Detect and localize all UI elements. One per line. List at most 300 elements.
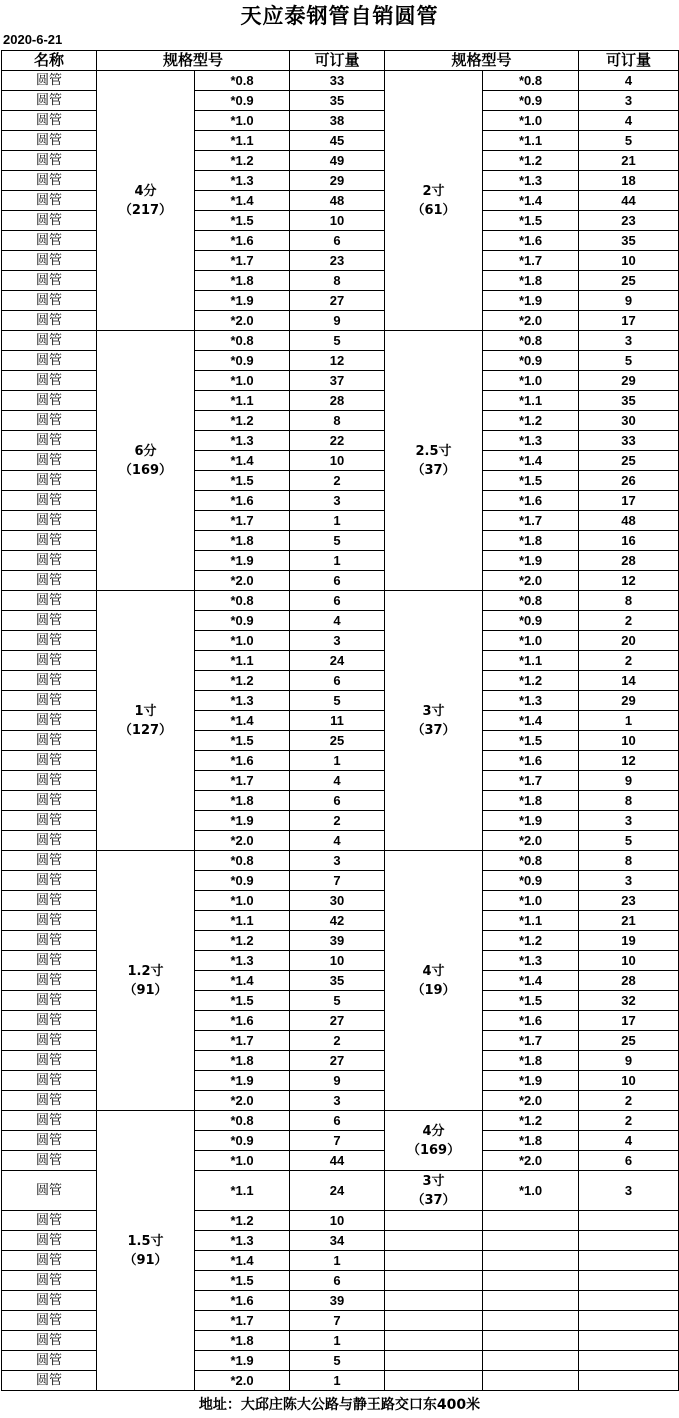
qty-cell: 45 — [290, 131, 385, 151]
product-name: 圆管 — [2, 1371, 97, 1391]
spec-cell: *1.7 — [483, 771, 579, 791]
qty-cell: 12 — [290, 351, 385, 371]
page-title: 天应泰钢管自销圆管 — [240, 4, 439, 28]
qty-cell: 44 — [579, 191, 679, 211]
size-group-label: 1.2寸 — [127, 963, 164, 979]
qty-cell: 21 — [579, 911, 679, 931]
qty-cell: 10 — [579, 1071, 679, 1091]
qty-cell: 3 — [290, 1091, 385, 1111]
product-name: 圆管 — [2, 1051, 97, 1071]
qty-cell: 30 — [290, 891, 385, 911]
qty-cell: 4 — [579, 71, 679, 91]
qty-cell: 16 — [579, 531, 679, 551]
spec-cell: *0.9 — [483, 351, 579, 371]
product-name: 圆管 — [2, 271, 97, 291]
qty-cell: 5 — [579, 351, 679, 371]
product-name: 圆管 — [2, 691, 97, 711]
qty-cell: 8 — [579, 791, 679, 811]
empty-cell — [483, 1251, 579, 1271]
spec-cell: *1.6 — [195, 491, 290, 511]
qty-cell: 10 — [579, 731, 679, 751]
left-size-group — [97, 1111, 195, 1391]
header-qty-right: 可订量 — [579, 51, 679, 71]
qty-cell: 23 — [579, 211, 679, 231]
qty-cell: 25 — [290, 731, 385, 751]
spec-cell: *2.0 — [195, 311, 290, 331]
product-name: 圆管 — [2, 1211, 97, 1231]
spec-cell: *1.0 — [195, 891, 290, 911]
qty-cell: 4 — [290, 831, 385, 851]
empty-cell — [483, 1211, 579, 1231]
empty-cell — [385, 1311, 483, 1331]
product-name: 圆管 — [2, 731, 97, 751]
qty-cell: 22 — [290, 431, 385, 451]
qty-cell: 12 — [579, 571, 679, 591]
product-name: 圆管 — [2, 771, 97, 791]
qty-cell: 28 — [579, 971, 679, 991]
qty-cell: 33 — [579, 431, 679, 451]
table-row — [2, 591, 679, 611]
product-name: 圆管 — [2, 531, 97, 551]
address-footer: 地址：大邱庄陈大公路与静王路交口东400米 — [198, 1397, 481, 1413]
table-row — [2, 1111, 679, 1131]
spec-cell: *1.3 — [483, 691, 579, 711]
empty-cell — [385, 1331, 483, 1351]
qty-cell: 20 — [579, 631, 679, 651]
qty-cell: 14 — [579, 671, 679, 691]
product-name: 圆管 — [2, 711, 97, 731]
qty-cell: 1 — [579, 711, 679, 731]
product-name: 圆管 — [2, 311, 97, 331]
spec-cell: *1.2 — [483, 1111, 579, 1131]
product-name: 圆管 — [2, 491, 97, 511]
empty-cell — [579, 1311, 679, 1331]
spec-cell: *1.0 — [483, 891, 579, 911]
right-size-group — [385, 71, 483, 331]
spec-cell: *1.4 — [195, 451, 290, 471]
product-name: 圆管 — [2, 611, 97, 631]
qty-cell: 10 — [290, 951, 385, 971]
left-size-group — [97, 591, 195, 851]
spec-cell: *2.0 — [195, 1091, 290, 1111]
product-name: 圆管 — [2, 551, 97, 571]
qty-cell: 4 — [290, 611, 385, 631]
spec-cell: *0.8 — [195, 591, 290, 611]
qty-cell: 5 — [290, 531, 385, 551]
qty-cell: 4 — [290, 771, 385, 791]
spec-cell: *1.6 — [483, 231, 579, 251]
qty-cell: 6 — [290, 591, 385, 611]
product-name: 圆管 — [2, 1351, 97, 1371]
spec-cell: *1.1 — [195, 1171, 290, 1211]
spec-cell: *1.0 — [483, 631, 579, 651]
qty-cell: 8 — [579, 591, 679, 611]
spec-cell: *2.0 — [195, 571, 290, 591]
qty-cell: 49 — [290, 151, 385, 171]
spec-cell: *1.2 — [195, 931, 290, 951]
qty-cell: 7 — [290, 1131, 385, 1151]
spec-cell: *1.9 — [195, 551, 290, 571]
right-size-group — [385, 1111, 483, 1171]
product-name: 圆管 — [2, 1171, 97, 1211]
header-spec-right: 规格型号 — [385, 51, 579, 71]
spec-cell: *1.9 — [195, 1071, 290, 1091]
product-name: 圆管 — [2, 451, 97, 471]
spec-cell: *1.6 — [483, 491, 579, 511]
product-name: 圆管 — [2, 1091, 97, 1111]
qty-cell: 5 — [290, 331, 385, 351]
qty-cell: 35 — [579, 231, 679, 251]
empty-cell — [579, 1251, 679, 1271]
qty-cell: 2 — [579, 1091, 679, 1111]
qty-cell: 6 — [290, 231, 385, 251]
qty-cell: 5 — [579, 131, 679, 151]
size-group-total: （19） — [411, 982, 456, 998]
spec-cell: *1.9 — [195, 1351, 290, 1371]
qty-cell: 2 — [579, 1111, 679, 1131]
size-group-label: 1寸 — [134, 703, 157, 719]
spec-cell: *1.1 — [195, 391, 290, 411]
spec-cell: *1.3 — [195, 951, 290, 971]
spec-cell: *1.8 — [195, 1051, 290, 1071]
qty-cell: 44 — [290, 1151, 385, 1171]
spec-cell: *1.8 — [483, 1131, 579, 1151]
qty-cell: 6 — [290, 1111, 385, 1131]
empty-cell — [385, 1231, 483, 1251]
spec-cell: *0.9 — [195, 611, 290, 631]
product-name: 圆管 — [2, 131, 97, 151]
qty-cell: 34 — [290, 1231, 385, 1251]
empty-cell — [385, 1371, 483, 1391]
product-name: 圆管 — [2, 91, 97, 111]
empty-cell — [579, 1271, 679, 1291]
spec-cell: *1.1 — [195, 131, 290, 151]
size-group-label: 2寸 — [422, 183, 445, 199]
size-group-total: （169） — [118, 462, 173, 478]
spec-cell: *1.1 — [483, 391, 579, 411]
spec-cell: *1.8 — [483, 791, 579, 811]
product-name: 圆管 — [2, 1251, 97, 1271]
qty-cell: 23 — [290, 251, 385, 271]
qty-cell: 9 — [579, 771, 679, 791]
qty-cell: 25 — [579, 1031, 679, 1051]
spec-cell: *1.3 — [195, 171, 290, 191]
size-group-total: （37） — [411, 462, 456, 478]
qty-cell: 10 — [290, 1211, 385, 1231]
spec-cell: *1.2 — [195, 411, 290, 431]
empty-cell — [385, 1291, 483, 1311]
product-name: 圆管 — [2, 431, 97, 451]
qty-cell: 23 — [579, 891, 679, 911]
size-group-label: 6分 — [134, 443, 157, 459]
spec-cell: *1.2 — [483, 411, 579, 431]
qty-cell: 3 — [579, 1171, 679, 1211]
spec-cell: *1.6 — [195, 1291, 290, 1311]
empty-cell — [579, 1351, 679, 1371]
spec-cell: *1.1 — [483, 131, 579, 151]
product-name: 圆管 — [2, 1031, 97, 1051]
size-group-total: （127） — [118, 722, 173, 738]
spec-cell: *2.0 — [483, 1151, 579, 1171]
qty-cell: 17 — [579, 1011, 679, 1031]
spec-cell: *0.9 — [195, 91, 290, 111]
empty-cell — [579, 1231, 679, 1251]
product-name: 圆管 — [2, 171, 97, 191]
qty-cell: 18 — [579, 171, 679, 191]
spec-cell: *1.1 — [483, 651, 579, 671]
spec-cell: *1.8 — [195, 531, 290, 551]
spec-cell: *0.8 — [483, 71, 579, 91]
qty-cell: 5 — [290, 691, 385, 711]
product-name: 圆管 — [2, 191, 97, 211]
spec-cell: *1.8 — [195, 1331, 290, 1351]
qty-cell: 11 — [290, 711, 385, 731]
spec-cell: *1.5 — [195, 1271, 290, 1291]
qty-cell: 25 — [579, 271, 679, 291]
product-name: 圆管 — [2, 251, 97, 271]
product-name: 圆管 — [2, 571, 97, 591]
spec-cell: *2.0 — [483, 831, 579, 851]
table-row — [2, 71, 679, 91]
product-name: 圆管 — [2, 71, 97, 91]
qty-cell: 10 — [579, 951, 679, 971]
table-row — [2, 851, 679, 871]
header-qty-left: 可订量 — [290, 51, 385, 71]
spec-cell: *2.0 — [483, 1091, 579, 1111]
spec-cell: *1.0 — [483, 111, 579, 131]
spec-cell: *1.6 — [195, 1011, 290, 1031]
spec-cell: *2.0 — [483, 571, 579, 591]
qty-cell: 6 — [290, 791, 385, 811]
product-name: 圆管 — [2, 651, 97, 671]
spec-cell: *0.8 — [195, 1111, 290, 1131]
product-name: 圆管 — [2, 1071, 97, 1091]
spec-cell: *1.1 — [483, 911, 579, 931]
qty-cell: 29 — [579, 691, 679, 711]
spec-cell: *0.8 — [195, 71, 290, 91]
spec-cell: *1.1 — [195, 911, 290, 931]
qty-cell: 35 — [579, 391, 679, 411]
product-name: 圆管 — [2, 591, 97, 611]
stock-table — [1, 50, 679, 1391]
size-group-label: 4寸 — [422, 963, 445, 979]
spec-cell: *1.7 — [195, 1311, 290, 1331]
product-name: 圆管 — [2, 1311, 97, 1331]
qty-cell: 10 — [290, 211, 385, 231]
qty-cell: 2 — [290, 811, 385, 831]
spec-cell: *1.3 — [483, 431, 579, 451]
product-name: 圆管 — [2, 211, 97, 231]
spec-cell: *1.2 — [483, 931, 579, 951]
header-spec-left: 规格型号 — [97, 51, 290, 71]
spec-cell: *1.2 — [483, 671, 579, 691]
spec-cell: *1.2 — [483, 151, 579, 171]
qty-cell: 6 — [290, 571, 385, 591]
qty-cell: 37 — [290, 371, 385, 391]
qty-cell: 21 — [579, 151, 679, 171]
qty-cell: 27 — [290, 1011, 385, 1031]
empty-cell — [483, 1351, 579, 1371]
product-name: 圆管 — [2, 371, 97, 391]
product-name: 圆管 — [2, 1331, 97, 1351]
size-group-total: （37） — [411, 722, 456, 738]
qty-cell: 1 — [290, 1371, 385, 1391]
qty-cell: 3 — [290, 631, 385, 651]
spec-cell: *1.0 — [483, 371, 579, 391]
spec-cell: *1.7 — [195, 771, 290, 791]
qty-cell: 30 — [579, 411, 679, 431]
empty-cell — [385, 1351, 483, 1371]
spec-cell: *1.4 — [483, 191, 579, 211]
qty-cell: 28 — [290, 391, 385, 411]
spec-cell: *1.0 — [195, 371, 290, 391]
spec-cell: *1.7 — [195, 511, 290, 531]
spec-cell: *1.2 — [195, 671, 290, 691]
spec-cell: *1.3 — [483, 951, 579, 971]
spec-cell: *1.7 — [195, 251, 290, 271]
qty-cell: 3 — [290, 851, 385, 871]
spec-cell: *0.9 — [195, 871, 290, 891]
qty-cell: 9 — [579, 291, 679, 311]
report-date: 2020-6-21 — [3, 32, 63, 47]
qty-cell: 29 — [290, 171, 385, 191]
size-group-label: 4分 — [134, 183, 157, 199]
product-name: 圆管 — [2, 791, 97, 811]
right-size-group — [385, 851, 483, 1111]
table-header-row — [2, 51, 679, 71]
spec-cell: *1.4 — [483, 451, 579, 471]
spec-cell: *1.4 — [483, 711, 579, 731]
spec-cell: *1.6 — [483, 751, 579, 771]
qty-cell: 35 — [290, 91, 385, 111]
qty-cell: 8 — [579, 851, 679, 871]
product-name: 圆管 — [2, 291, 97, 311]
qty-cell: 38 — [290, 111, 385, 131]
qty-cell: 26 — [579, 471, 679, 491]
product-name: 圆管 — [2, 671, 97, 691]
product-name: 圆管 — [2, 751, 97, 771]
size-group-label: 2.5寸 — [415, 443, 452, 459]
qty-cell: 48 — [579, 511, 679, 531]
spec-cell: *1.7 — [483, 251, 579, 271]
qty-cell: 1 — [290, 1331, 385, 1351]
qty-cell: 17 — [579, 491, 679, 511]
spec-cell: *1.8 — [483, 271, 579, 291]
qty-cell: 9 — [290, 311, 385, 331]
spec-cell: *1.2 — [195, 151, 290, 171]
spec-cell: *1.9 — [483, 551, 579, 571]
qty-cell: 6 — [579, 1151, 679, 1171]
spec-cell: *1.6 — [195, 231, 290, 251]
product-name: 圆管 — [2, 411, 97, 431]
spec-cell: *1.5 — [483, 211, 579, 231]
qty-cell: 6 — [290, 1271, 385, 1291]
product-name: 圆管 — [2, 991, 97, 1011]
left-size-group — [97, 851, 195, 1111]
qty-cell: 1 — [290, 1251, 385, 1271]
empty-cell — [483, 1271, 579, 1291]
spec-cell: *1.4 — [195, 1251, 290, 1271]
size-group-label: 3寸 — [422, 1173, 445, 1189]
spec-cell: *1.7 — [195, 1031, 290, 1051]
table-row — [2, 331, 679, 351]
product-name: 圆管 — [2, 391, 97, 411]
qty-cell: 39 — [290, 1291, 385, 1311]
spec-cell: *1.4 — [195, 971, 290, 991]
empty-cell — [579, 1211, 679, 1231]
spec-cell: *1.5 — [195, 211, 290, 231]
right-size-group — [385, 1171, 483, 1211]
spec-cell: *0.9 — [195, 351, 290, 371]
qty-cell: 10 — [290, 451, 385, 471]
left-size-group — [97, 71, 195, 331]
empty-cell — [483, 1331, 579, 1351]
product-name: 圆管 — [2, 1131, 97, 1151]
qty-cell: 3 — [579, 331, 679, 351]
spec-cell: *1.8 — [483, 1051, 579, 1071]
spec-cell: *1.9 — [195, 811, 290, 831]
qty-cell: 3 — [579, 811, 679, 831]
size-group-total: （91） — [123, 1252, 168, 1268]
left-size-group — [97, 331, 195, 591]
empty-cell — [483, 1291, 579, 1311]
spec-cell: *1.9 — [483, 291, 579, 311]
qty-cell: 9 — [579, 1051, 679, 1071]
spec-cell: *1.7 — [483, 1031, 579, 1051]
empty-cell — [385, 1271, 483, 1291]
spec-cell: *1.0 — [195, 1151, 290, 1171]
product-name: 圆管 — [2, 911, 97, 931]
spec-cell: *1.3 — [195, 431, 290, 451]
spec-cell: *1.0 — [195, 111, 290, 131]
size-group-total: （37） — [411, 1192, 456, 1208]
size-group-label: 3寸 — [422, 703, 445, 719]
size-group-total: （217） — [118, 202, 173, 218]
product-name: 圆管 — [2, 1271, 97, 1291]
product-name: 圆管 — [2, 1011, 97, 1031]
size-group-label: 1.5寸 — [127, 1233, 164, 1249]
product-name: 圆管 — [2, 1291, 97, 1311]
qty-cell: 7 — [290, 1311, 385, 1331]
spec-cell: *0.8 — [195, 851, 290, 871]
spec-cell: *0.9 — [483, 91, 579, 111]
product-name: 圆管 — [2, 1151, 97, 1171]
spec-cell: *1.5 — [483, 991, 579, 1011]
product-name: 圆管 — [2, 331, 97, 351]
spec-cell: *1.6 — [195, 751, 290, 771]
spec-cell: *1.9 — [483, 811, 579, 831]
spec-cell: *0.8 — [483, 331, 579, 351]
product-name: 圆管 — [2, 1231, 97, 1251]
qty-cell: 25 — [579, 451, 679, 471]
empty-cell — [579, 1331, 679, 1351]
spec-cell: *1.8 — [483, 531, 579, 551]
product-name: 圆管 — [2, 851, 97, 871]
empty-cell — [483, 1231, 579, 1251]
qty-cell: 2 — [290, 1031, 385, 1051]
product-name: 圆管 — [2, 471, 97, 491]
qty-cell: 1 — [290, 511, 385, 531]
product-name: 圆管 — [2, 951, 97, 971]
size-group-label: 4分 — [422, 1123, 445, 1139]
spec-cell: *1.4 — [195, 711, 290, 731]
product-name: 圆管 — [2, 891, 97, 911]
spec-cell: *1.5 — [195, 731, 290, 751]
spec-cell: *0.9 — [483, 611, 579, 631]
product-name: 圆管 — [2, 231, 97, 251]
product-name: 圆管 — [2, 1111, 97, 1131]
stock-table-body — [2, 51, 679, 1391]
